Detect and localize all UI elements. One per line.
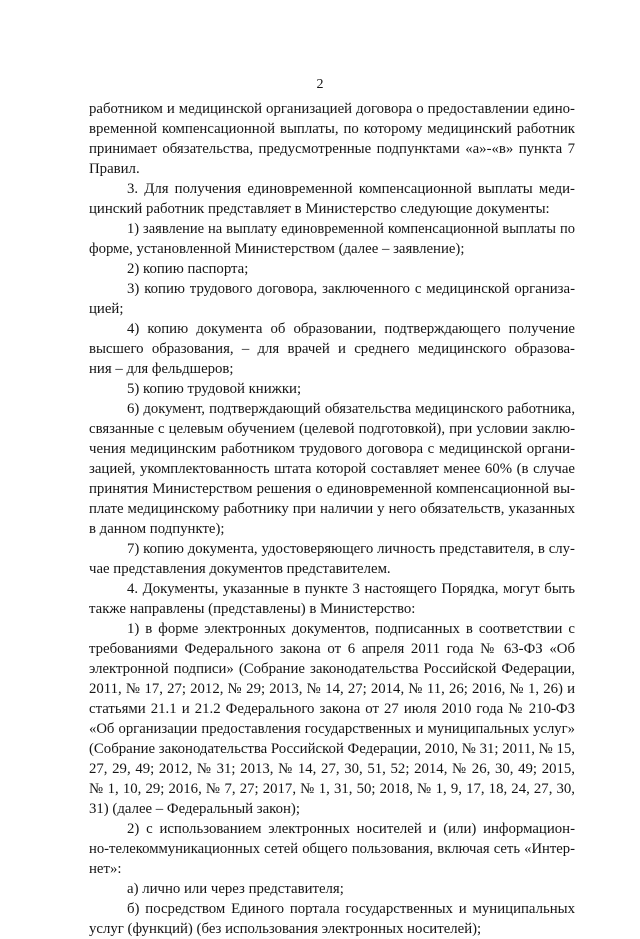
text-line: чения медицинским работником трудового договора с медицинской органи-	[89, 441, 575, 457]
text-line: работником и медицинской организацией договора о предоставлении едино-	[89, 101, 575, 117]
text-line: № 1, 10, 29; 2016, № 7, 27; 2017, № 1, 31, 50; 2018, № 1, 9, 17, 18, 24, 27, 30,	[89, 781, 575, 797]
text-line: в данном подпункте);	[89, 521, 225, 537]
text-line: также направлены (представлены) в Министерство:	[89, 601, 416, 617]
text-line: форме, установленной Министерством (далее – заявление);	[89, 241, 465, 257]
page-number: 2	[316, 77, 324, 92]
document-body	[89, 99, 575, 939]
text-line: чае представления документов представителем.	[89, 561, 391, 577]
text-line: 6) документ, подтверждающий обязательства медицинского работника,	[127, 401, 575, 417]
text-line: нет»:	[89, 861, 122, 877]
text-line: 27, 29, 49; 2012, № 31; 2013, № 14, 27, 30, 51, 52; 2014, № 26, 30, 49; 2015,	[89, 761, 575, 777]
text-line: б) посредством Единого портала государственных и муниципальных	[127, 901, 575, 917]
text-line: электронной подписи» (Собрание законодательства Российской Федерации,	[89, 661, 575, 677]
text-line: но-телекоммуникационных сетей общего пользования, включая сеть «Интер-	[89, 841, 575, 857]
text-line: 2011, № 17, 27; 2012, № 29; 2013, № 14, 27; 2014, № 11, 26; 2016, № 1, 26) и	[89, 681, 575, 697]
text-line: 3) копию трудового договора, заключенного с медицинской организа-	[127, 281, 575, 297]
text-line: принятия Министерством решения о единовременной компенсационной вы-	[89, 481, 575, 497]
text-line: «Об организации предоставления государственных и муниципальных услуг»	[89, 721, 575, 737]
text-line: а) лично или через представителя;	[127, 881, 344, 897]
text-line: Правил.	[89, 161, 140, 177]
text-line: временной компенсационной выплаты, по которому медицинский работник	[89, 121, 575, 137]
text-line: 7) копию документа, удостоверяющего личность представителя, в слу-	[127, 541, 575, 557]
text-line: 1) в форме электронных документов, подписанных в соответствии с	[127, 621, 575, 637]
text-line: зацией, укомплектованность штата которой составляет менее 60% (в случае	[89, 461, 575, 477]
text-line: 3. Для получения единовременной компенсационной выплаты меди-	[127, 181, 575, 197]
text-line: связанные с целевым обучением (целевой подготовкой), при условии заклю-	[89, 421, 575, 437]
text-line: (Собрание законодательства Российской Федерации, 2010, № 31; 2011, № 15,	[89, 741, 575, 757]
text-line: плате медицинскому работнику при наличии у него обязательств, указанных	[89, 501, 575, 517]
text-line: цией;	[89, 301, 124, 317]
text-line: цинский работник представляет в Министерство следующие документы:	[89, 201, 550, 217]
text-line: высшего образования, – для врачей и среднего медицинского образова-	[89, 341, 575, 357]
text-line: 2) копию паспорта;	[127, 261, 249, 277]
text-line: 2) с использованием электронных носителей и (или) информацион-	[127, 821, 575, 837]
text-line: услуг (функций) (без использования электронных носителей);	[89, 921, 482, 937]
text-line: статьями 21.1 и 21.2 Федерального закона от 27 июля 2010 года № 210-ФЗ	[89, 701, 575, 717]
text-line: принимает обязательства, предусмотренные подпунктами «а»-«в» пункта 7	[89, 141, 575, 157]
text-line: 31) (далее – Федеральный закон);	[89, 801, 300, 817]
text-line: 1) заявление на выплату единовременной компенсационной выплаты по	[127, 221, 575, 237]
text-line: 4. Документы, указанные в пункте 3 настоящего Порядка, могут быть	[127, 581, 575, 597]
text-line: 4) копию документа об образовании, подтверждающего получение	[127, 321, 575, 337]
text-line: требованиями Федерального закона от 6 апреля 2011 года № 63-ФЗ «Об	[89, 641, 575, 657]
text-line: 5) копию трудовой книжки;	[127, 381, 302, 397]
text-line: ния – для фельдшеров;	[89, 361, 234, 377]
